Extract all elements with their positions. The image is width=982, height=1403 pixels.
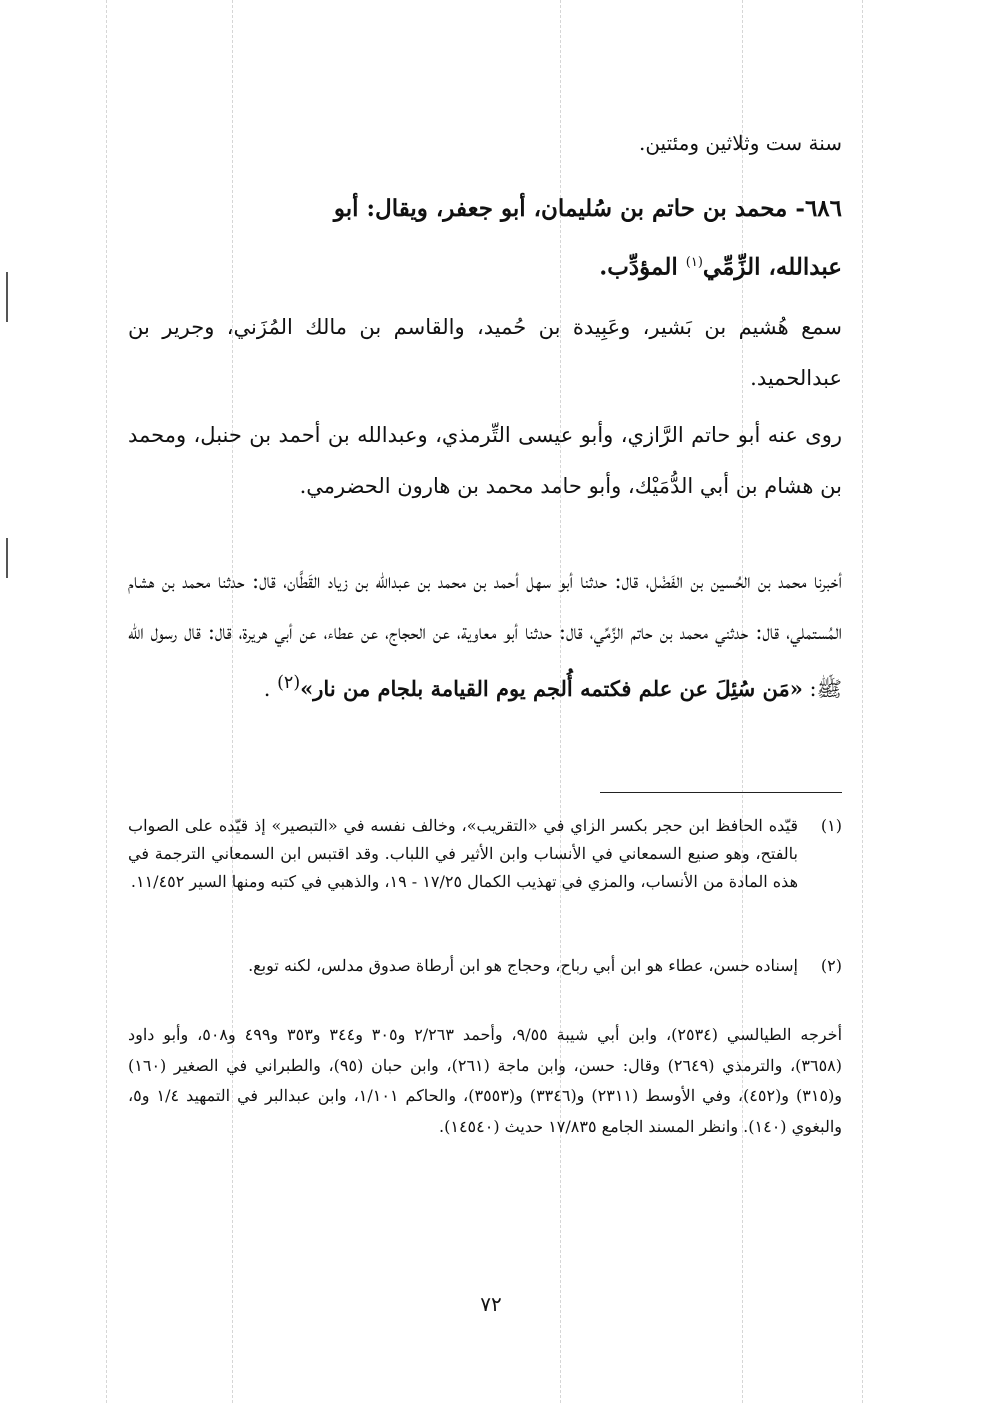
- footnote-number: (١): [820, 816, 842, 835]
- footnote-number: (٢): [820, 956, 842, 975]
- scan-guide-line: [862, 0, 863, 1403]
- entry-title-line2-end: المؤدِّب.: [599, 253, 686, 281]
- scan-guide-line: [106, 0, 107, 1403]
- footnote-2: [128, 952, 842, 1012]
- entry-title-line1: ٦٨٦- محمد بن حاتم بن سُليمان، أبو جعفر، ويقال: أبو: [333, 195, 842, 222]
- footnote-separator: [600, 792, 842, 793]
- footnote-ref[interactable]: (١): [685, 255, 703, 270]
- hadith-text: «مَن سُئِلَ عن علم فكتمه أُلجم يوم القيامة بلجام من نار»: [300, 676, 803, 701]
- paragraph-isnad: [128, 556, 842, 715]
- footnote-text: قيّده الحافظ ابن حجر بكسر الزاي في «التقريب»، وخالف نفسه في «التبصير» إذ قيّده على الصواب بالفتح، وهو صنيع السمعاني في الأنساب وابن الأثير في اللباب. وقد اقتبس ابن السمعاني الترجمة في هذه المادة من الأنساب، والمزي في تهذيب الكمال ١٧/٢٥ - ١٩، والذهبي في كتبه ومنها السير ١١/٤٥٢.: [128, 816, 799, 891]
- entry-title-line2: عبدالله، الزِّمِّي: [702, 253, 842, 281]
- isnad-text: أخبرنا محمد بن الحُسين بن الفَضْل، قال: حدثنا أبو سهل أحمد بن محمد بن عبدالله بن زياد القَطَّان، قال: حدثنا محمد بن هشام المُستملي، قال: حدثني محمد بن حاتم الزِّمِّي، قال: حدثنا أبو معاوية، عن الحجاج، عن عطاء، عن أبي هريرة، قال: قال رسول الله ﷺ:: [128, 569, 842, 701]
- scan-margin-mark: [6, 272, 8, 322]
- running-text-top: سنة ست وثلاثين ومئتين.: [638, 131, 842, 155]
- scan-margin-mark: [6, 538, 8, 578]
- isnad-end: .: [263, 677, 278, 701]
- footnote-2-continued: أخرجه الطيالسي (٢٥٣٤)، وابن أبي شيبة ٩/٥٥، وأحمد ٢/٢٦٣ و٣٠٥ و٣٤٤ و٣٥٣ و٤٩٩ و٥٠٨، وأبو داود (٣٦٥٨)، والترمذي (٢٦٤٩) وقال: حسن، وابن ماجة (٢٦١)، وابن حبان (٩٥)، والطبراني في الصغير (١٦٠) و(٣١٥) و(٤٥٢)، وفي الأوسط (٢٣١١) و(٣٣٤٦) و(٣٥٥٣)، والحاكم ١/١٠١، وابن عبدالبر في التمهيد ١/٤ و٥، والبغوي (١٤٠). وانظر المسند الجامع ١٧/٨٣٥ حديث (١٤٥٤٠).: [128, 1025, 843, 1136]
- footnote-ref[interactable]: (٢): [277, 673, 301, 693]
- footnote-1: [128, 812, 842, 952]
- entry-heading: [128, 182, 842, 295]
- paragraph-teachers: سمع هُشيم بن بَشير، وعَبِيدة بن حُميد، والقاسم بن مالك المُزَني، وجرير بن عبدالحميد.: [128, 315, 842, 390]
- footnote-text: إسناده حسن، عطاء هو ابن أبي رباح، وحجاج هو ابن أرطاة صدوق مدلس، لكنه توبع.: [248, 956, 798, 975]
- page-number: ٧٢: [480, 1292, 502, 1316]
- paragraph-students: روى عنه أبو حاتم الرَّازي، وأبو عيسى التِّرمذي، وعبدالله بن أحمد بن حنبل، ومحمد بن هشام بن أبي الدُّمَيْك، وأبو حامد محمد بن هارون الحضرمي.: [128, 423, 842, 498]
